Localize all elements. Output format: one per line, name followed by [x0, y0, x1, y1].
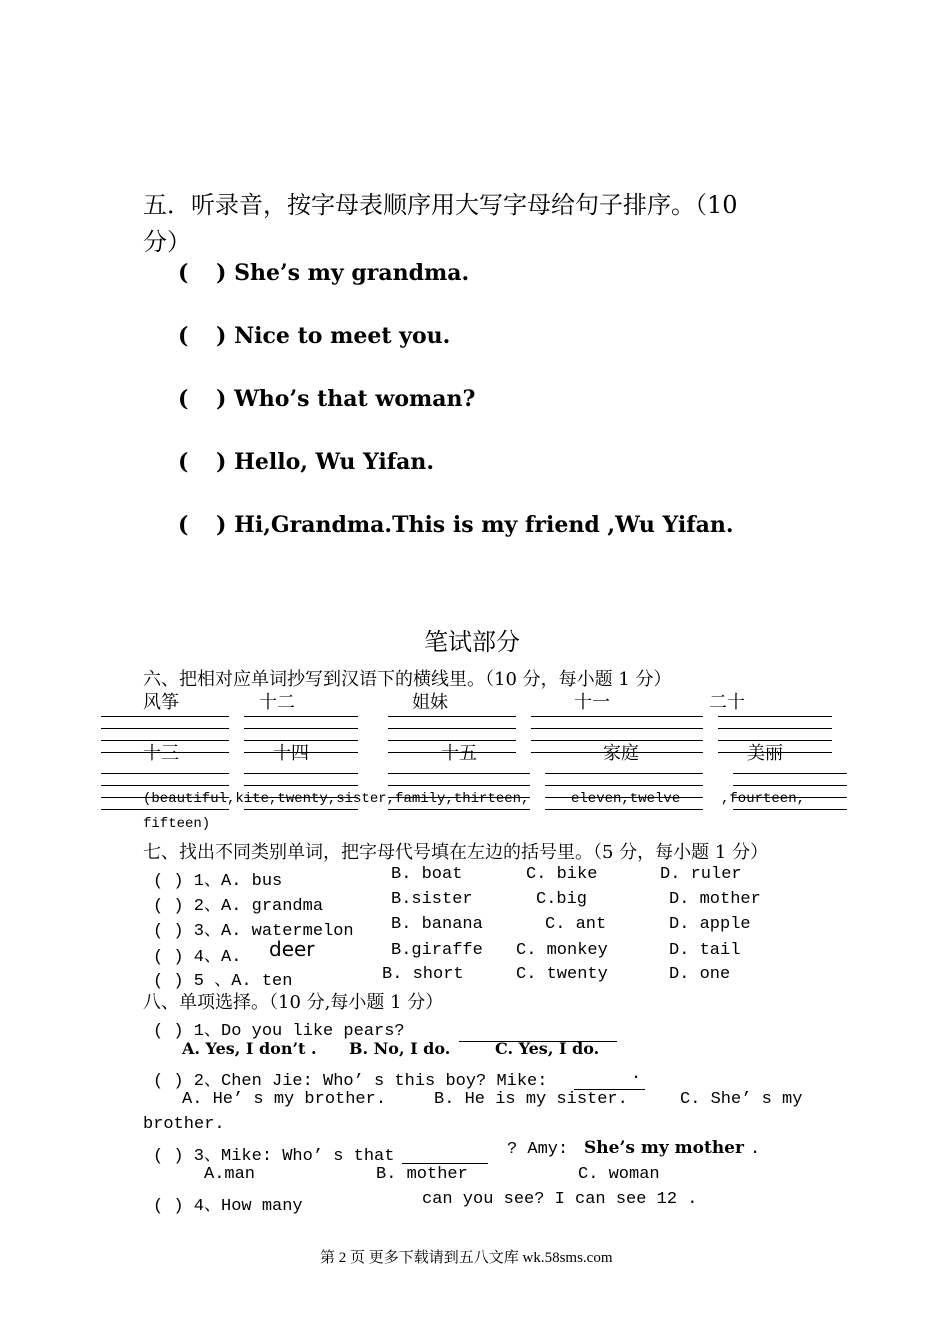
- question-stem: ( ) 1、Do you like pears?: [153, 1022, 405, 1041]
- chinese-word: 二十: [709, 692, 745, 713]
- question-stem: ( ) 4、How many: [153, 1197, 303, 1216]
- option: C. monkey: [516, 941, 608, 960]
- chinese-word: 姐妹: [412, 692, 448, 713]
- question-stem: ( ) 4、A.: [153, 948, 242, 967]
- period: .: [631, 1065, 642, 1084]
- option-word: deer: [269, 937, 315, 961]
- answer-paren[interactable]: (: [178, 512, 189, 538]
- answer-paren[interactable]: (: [178, 323, 189, 349]
- answer-paren[interactable]: (: [178, 386, 189, 412]
- option: B.giraffe: [391, 941, 483, 960]
- answer-blank[interactable]: [459, 1041, 617, 1042]
- option: D. apple: [669, 915, 751, 934]
- chinese-word: 美丽: [747, 743, 783, 764]
- option: C. woman: [578, 1165, 660, 1184]
- question-stem: ( ) 2、Chen Jie: Who’ s this boy? Mike:: [153, 1072, 548, 1091]
- option: D. mother: [669, 890, 761, 909]
- option: B. No, I do.: [349, 1039, 451, 1058]
- question-stem: ( ) 1、A. bus: [153, 872, 283, 891]
- word-pool: (beautiful,kite,twenty,sister,family,thirteen,: [143, 791, 530, 807]
- option: C. She’ s my: [680, 1090, 803, 1109]
- question-text: can you see? I can see 12 .: [422, 1190, 698, 1209]
- section8-heading: 八、单项选择。（10 分,每小题 1 分）: [143, 992, 444, 1013]
- sentence: ) Who’s that woman?: [216, 386, 476, 412]
- question-text: ? Amy:: [507, 1140, 569, 1159]
- answer-paren[interactable]: (: [178, 449, 189, 475]
- word-pool: eleven,twelve: [571, 791, 681, 807]
- option: B. mother: [376, 1165, 468, 1184]
- question-stem: ( ) 2、A. grandma: [153, 897, 324, 916]
- period: .: [750, 1140, 761, 1159]
- option: A.man: [204, 1165, 256, 1184]
- section5-heading-cont: 分）: [143, 228, 191, 256]
- section7-heading: 七、找出不同类别单词，把字母代号填在左边的括号里。（5 分，每小题 1 分）: [143, 842, 769, 863]
- option: D. tail: [669, 941, 741, 960]
- chinese-word: 十五: [441, 743, 477, 764]
- sentence: ) Hello, Wu Yifan.: [216, 449, 435, 475]
- chinese-word: 十二: [259, 692, 295, 713]
- sentence: ) Nice to meet you.: [216, 323, 451, 349]
- option: B.sister: [391, 890, 473, 909]
- question-stem: ( ) 5 、A. ten: [153, 972, 293, 991]
- chinese-word: 十三: [143, 743, 179, 764]
- option: B. He is my sister.: [434, 1090, 628, 1109]
- answer-blank[interactable]: [402, 1163, 488, 1164]
- option: D. one: [669, 965, 731, 984]
- section-title: 笔试部分: [424, 628, 520, 656]
- question-stem: ( ) 3、Mike: Who’ s that: [153, 1147, 395, 1166]
- option: D. ruler: [660, 865, 742, 884]
- sentence: ) Hi,Grandma.This is my friend ,Wu Yifan.: [216, 512, 734, 538]
- word-pool: fifteen): [143, 816, 211, 832]
- answer-paren[interactable]: (: [178, 260, 189, 286]
- word-pool: ,fourteen,: [721, 791, 806, 807]
- sentence: ) She’s my grandma.: [216, 260, 470, 286]
- option: B. banana: [391, 915, 483, 934]
- option: A. Yes, I don’t .: [182, 1039, 317, 1058]
- option: B. short: [382, 965, 464, 984]
- option-cont: brother.: [143, 1115, 225, 1134]
- chinese-word: 风筝: [143, 692, 179, 713]
- chinese-word: 十四: [273, 743, 309, 764]
- chinese-word: 十一: [574, 692, 610, 713]
- option: C.big: [536, 890, 588, 909]
- option: C. bike: [526, 865, 598, 884]
- chinese-word: 家庭: [603, 743, 639, 764]
- answer-text: She’s my mother: [584, 1138, 744, 1158]
- option: C. Yes, I do.: [495, 1039, 600, 1058]
- option: A. He’ s my brother.: [182, 1090, 387, 1109]
- question-stem: ( ) 3、A. watermelon: [153, 922, 354, 941]
- section5-heading: 五．听录音，按字母表顺序用大写字母给句子排序。（10: [143, 191, 738, 219]
- section6-heading: 六、把相对应单词抄写到汉语下的横线里。（10 分，每小题 1 分）: [143, 669, 672, 690]
- option: B. boat: [391, 865, 463, 884]
- option: C. twenty: [516, 965, 608, 984]
- page-footer: 第 2 页 更多下载请到五八文库 wk.58sms.com: [320, 1250, 613, 1266]
- option: C. ant: [545, 915, 607, 934]
